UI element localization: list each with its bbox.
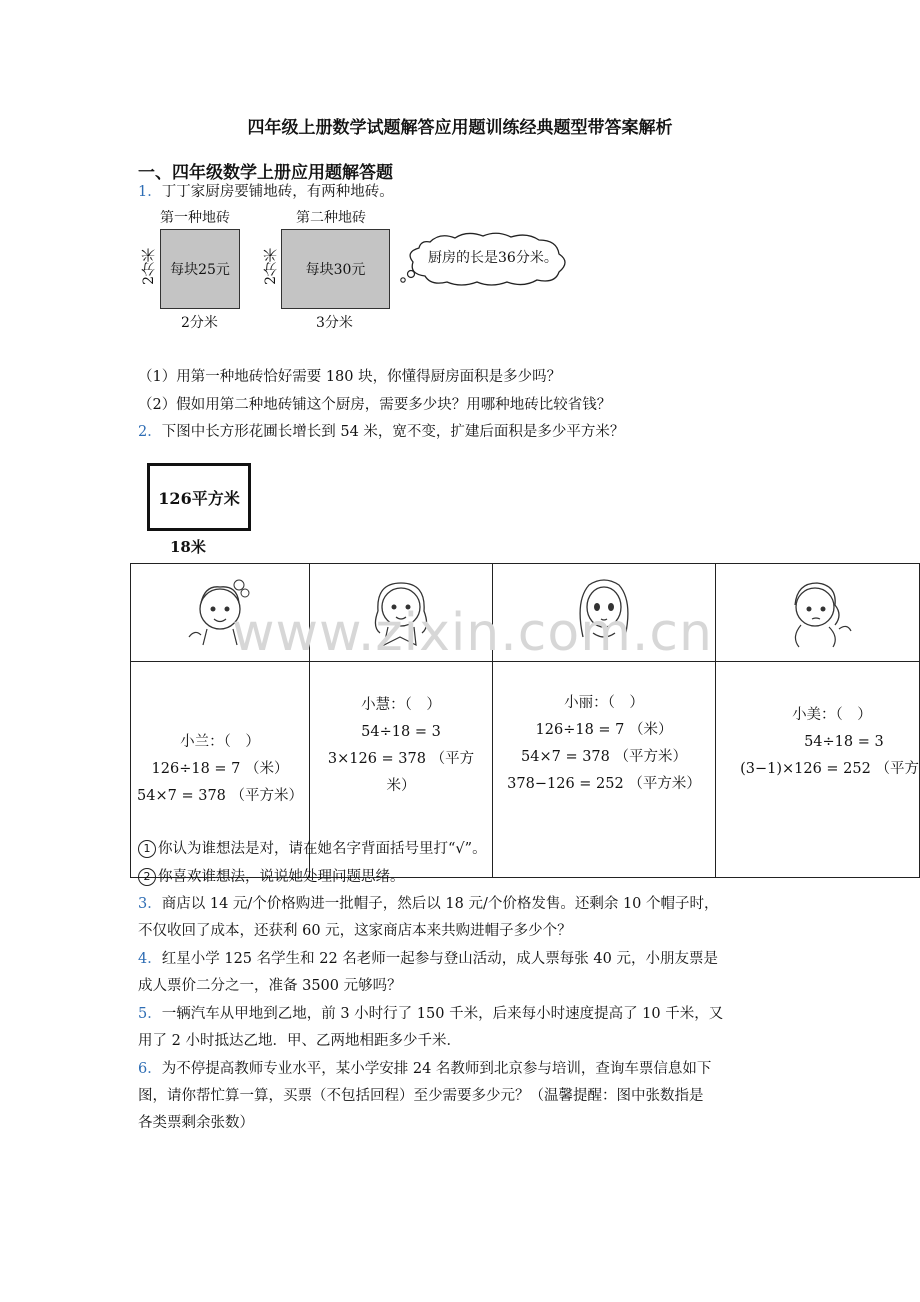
garden-rectangle	[147, 463, 251, 531]
question-6-cont: 图，请你帮忙算一算，买票（不包括回程）至少需要多少元？（温馨提醒：图中张数指是	[138, 1088, 704, 1104]
girl-portrait-xiaolan	[131, 564, 310, 662]
girl-face-icon	[773, 571, 863, 651]
question-text: 下图中长方形花圃长增长到 54 米，宽不变，扩建后面积是多少平方米？	[161, 424, 625, 440]
work-line: (3−1)×126 = 252 （平方	[740, 761, 919, 777]
question-3-cont: 不仅收回了成本，还获利 60 元，这家商店本来共购进帽子多少个？	[138, 923, 572, 939]
question-4-cont: 成人票价二分之一，准备 3500 元够吗？	[138, 978, 402, 994]
girl-face-icon	[356, 571, 446, 651]
question-text: 红星小学 125 名学生和 22 名老师一起参与登山活动，成人票每张 40 元，小朋友票是	[161, 951, 718, 967]
students-table	[130, 563, 920, 878]
question-6-cont2: 各类票剩余张数）	[138, 1115, 254, 1131]
tile1-price: 每块25元	[170, 262, 230, 278]
girl-portrait-xiaomei	[716, 564, 920, 662]
question-1	[138, 182, 394, 202]
q2-sub1	[138, 839, 487, 859]
question-number: 2．	[138, 424, 162, 440]
work-line: 54÷18 = 3	[361, 724, 441, 740]
student-name: 小兰：（ ）	[180, 734, 260, 750]
work-line: 126÷18 = 7 （米）	[151, 761, 289, 777]
question-number: 3．	[138, 896, 162, 912]
circled-number: 1	[138, 840, 156, 858]
question-number: 6．	[138, 1061, 162, 1077]
question-text: 丁丁家厨房要铺地砖，有两种地砖。	[161, 184, 394, 200]
tile1-label: 第一种地砖	[160, 210, 230, 226]
tile1-image	[160, 229, 240, 309]
girl-portrait-xiaohui	[310, 564, 493, 662]
question-number: 5．	[138, 1006, 162, 1022]
student-name: 小美：（ ）	[792, 707, 872, 723]
circled-number: 2	[138, 868, 156, 886]
bubble-text: 厨房的长是36分米。	[428, 250, 558, 266]
question-3	[138, 894, 719, 914]
work-line: 54×7 = 378 （平方米）	[521, 749, 687, 765]
section-title: 一、四年级数学上册应用题解答题	[138, 163, 393, 183]
question-text: 商店以 14 元/个价格购进一批帽子，然后以 18 元/个价格发售。还剩余 10 个帽子时，	[161, 896, 719, 912]
q1-sub1: （1）用第一种地砖恰好需要 180 块，你懂得厨房面积是多少吗？	[138, 369, 562, 385]
girl-face-icon	[559, 571, 649, 651]
tile1-side-label: 2分米	[141, 248, 157, 285]
work-line: 54×7 = 378 （平方米）	[137, 788, 304, 804]
work-line: 3×126 = 378 （平方	[327, 751, 475, 767]
question-number: 1．	[138, 184, 162, 200]
garden-area-label: 126平方米	[158, 488, 240, 508]
work-line: 54÷18 = 3	[804, 734, 884, 750]
student-name: 小丽：（ ）	[564, 695, 644, 711]
question-5	[138, 1004, 723, 1024]
question-4	[138, 949, 718, 969]
girl-portrait-xiaoli	[492, 564, 715, 662]
tile2-bottom-label: 3分米	[316, 315, 353, 331]
answer-cell-xiaomei	[716, 662, 920, 878]
garden-width-label: 18米	[170, 538, 206, 556]
work-line: 米）	[386, 778, 416, 794]
q1-sub2: （2）假如用第二种地砖铺这个厨房，需要多少块？用哪种地砖比较省钱？	[138, 397, 612, 413]
tile1-bottom-label: 2分米	[181, 315, 218, 331]
question-5-cont: 用了 2 小时抵达乙地．甲、乙两地相距多少千米．	[138, 1033, 461, 1049]
answer-cell-xiaoli	[492, 662, 715, 878]
question-6	[138, 1059, 711, 1079]
girl-face-icon	[175, 571, 265, 651]
sub-question-text: 你喜欢谁想法，说说她处理问题思绪。	[158, 869, 405, 885]
question-number: 4．	[138, 951, 162, 967]
question-2	[138, 422, 624, 442]
tile2-image	[281, 229, 390, 309]
question-text: 为不停提高教师专业水平，某小学安排 24 名教师到北京参与培训，查询车票信息如下	[161, 1061, 712, 1077]
work-line: 126÷18 = 7 （米）	[535, 722, 673, 738]
tile2-label: 第二种地砖	[296, 210, 366, 226]
watermark: www.zixin.com.cn	[232, 603, 713, 663]
work-line: 378−126 = 252 （平方米）	[507, 776, 701, 792]
tile2-side-label: 2分米	[263, 248, 279, 285]
document-title: 四年级上册数学试题解答应用题训练经典题型带答案解析	[247, 118, 673, 138]
question-text: 一辆汽车从甲地到乙地，前 3 小时行了 150 千米，后来每小时速度提高了 10 千米，又	[161, 1006, 724, 1022]
q2-sub2	[138, 867, 405, 887]
tile2-price: 每块30元	[305, 262, 366, 278]
sub-question-text: 你认为谁想法是对，请在她名字背面括号里打“√”。	[158, 841, 487, 857]
student-name: 小慧：（ ）	[361, 697, 441, 713]
